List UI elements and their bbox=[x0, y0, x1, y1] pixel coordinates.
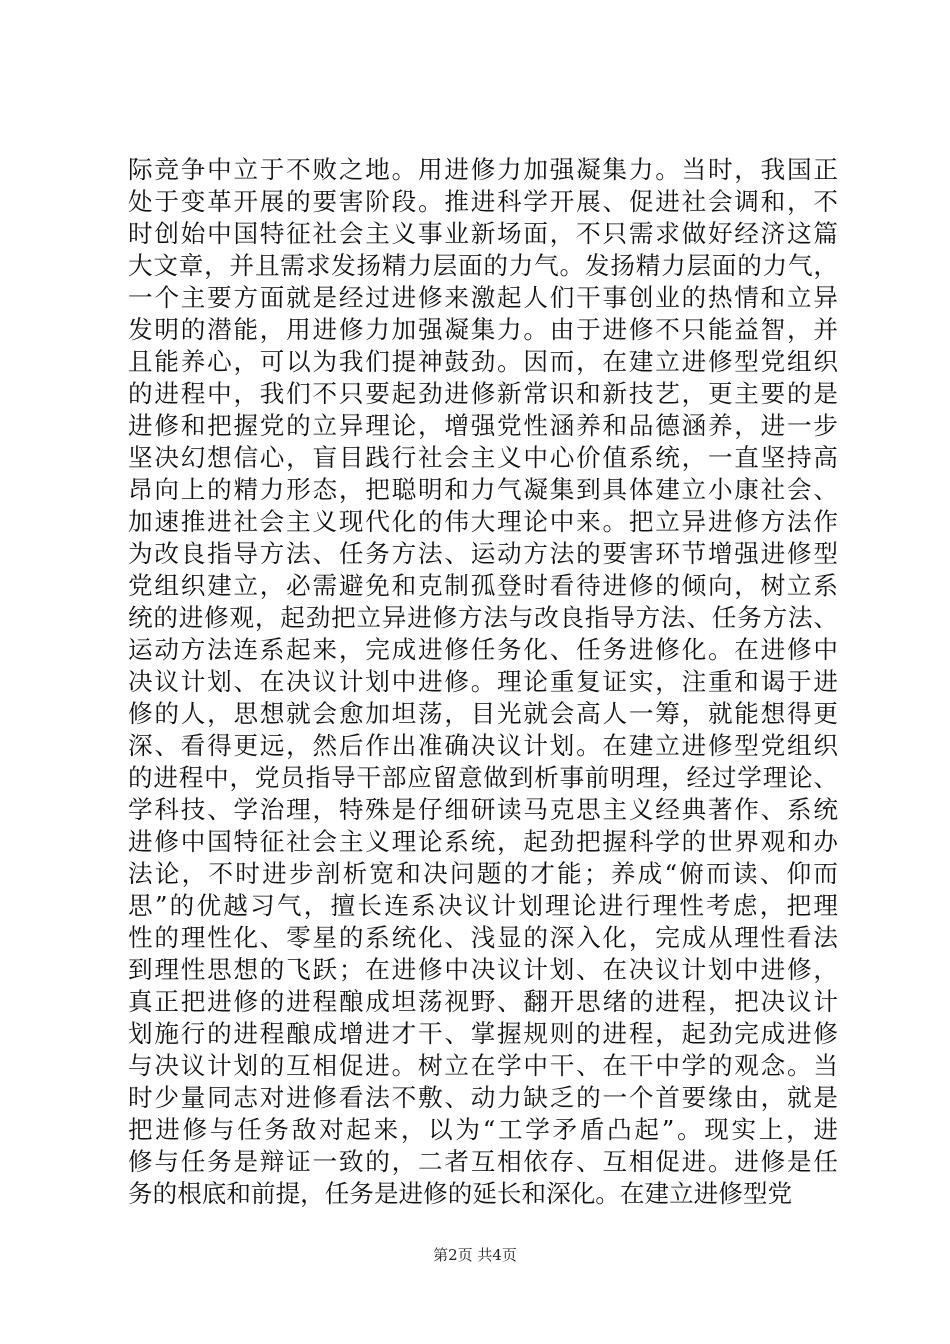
text-line: 一个主要方面就是经过进修来激起人们干事创业的热情和立异 bbox=[128, 283, 838, 312]
text-line: 修的人，思想就会愈加坦荡，目光就会高人一筹，就能想得更 bbox=[128, 699, 838, 728]
text-line: 昂向上的精力形态，把聪明和力气凝集到具体建立小康社会、 bbox=[128, 475, 838, 504]
text-line: 把进修与任务敌对起来，以为“工学矛盾凸起”。现实上，进 bbox=[128, 1115, 838, 1144]
text-line: 统的进修观，起劲把立异进修方法与改良指导方法、任务方法、 bbox=[128, 603, 838, 632]
text-line: 的进程中，我们不只要起劲进修新常识和新技艺，更主要的是 bbox=[128, 379, 838, 408]
text-line: 发明的潜能，用进修力加强凝集力。由于进修不只能益智，并 bbox=[128, 315, 838, 344]
text-line: 到理性思想的飞跃；在进修中决议计划、在决议计划中进修， bbox=[128, 955, 838, 984]
text-line: 修与任务是辩证一致的，二者互相依存、互相促进。进修是任 bbox=[128, 1147, 838, 1176]
text-line: 且能养心，可以为我们提神鼓劲。因而，在建立进修型党组织 bbox=[128, 347, 838, 376]
text-line: 进修中国特征社会主义理论系统，起劲把握科学的世界观和办 bbox=[128, 827, 838, 856]
text-line: 时少量同志对进修看法不敷、动力缺乏的一个首要缘由，就是 bbox=[128, 1083, 838, 1112]
page-number-footer: 第2页 共4页 bbox=[433, 1246, 517, 1264]
text-line: 处于变革开展的要害阶段。推进科学开展、促进社会调和，不 bbox=[128, 187, 838, 216]
text-line: 运动方法连系起来，完成进修任务化、任务进修化。在进修中 bbox=[128, 635, 838, 664]
text-line: 划施行的进程酿成增进才干、掌握规则的进程，起劲完成进修 bbox=[128, 1019, 838, 1048]
text-line: 学科技、学治理，特殊是仔细研读马克思主义经典著作、系统 bbox=[128, 795, 838, 824]
text-line: 的进程中，党员指导干部应留意做到析事前明理，经过学理论、 bbox=[128, 763, 838, 792]
text-line: 真正把进修的进程酿成坦荡视野、翻开思绪的进程，把决议计 bbox=[128, 987, 838, 1016]
text-line: 为改良指导方法、任务方法、运动方法的要害环节增强进修型 bbox=[128, 539, 838, 568]
text-line: 大文章，并且需求发扬精力层面的力气。发扬精力层面的力气， bbox=[128, 251, 838, 280]
text-line: 党组织建立，必需避免和克制孤登时看待进修的倾向，树立系 bbox=[128, 571, 838, 600]
text-line: 深、看得更远，然后作出准确决议计划。在建立进修型党组织 bbox=[128, 731, 838, 760]
text-line: 进修和把握党的立异理论，增强党性涵养和品德涵养，进一步 bbox=[128, 411, 838, 440]
text-line: 时创始中国特征社会主义事业新场面，不只需求做好经济这篇 bbox=[128, 219, 838, 248]
text-line: 与决议计划的互相促进。树立在学中干、在干中学的观念。当 bbox=[128, 1051, 838, 1080]
text-line: 性的理性化、零星的系统化、浅显的深入化，完成从理性看法 bbox=[128, 923, 838, 952]
text-line: 坚决幻想信心，盲目践行社会主义中心价值系统，一直坚持高 bbox=[128, 443, 838, 472]
text-line: 法论，不时进步剖析宽和决问题的才能；养成“俯而读、仰而 bbox=[128, 859, 838, 888]
text-line: 思”的优越习气，擅长连系决议计划理论进行理性考虑，把理 bbox=[128, 891, 838, 920]
text-line: 加速推进社会主义现代化的伟大理论中来。把立异进修方法作 bbox=[128, 507, 838, 536]
text-line: 际竞争中立于不败之地。用进修力加强凝集力。当时，我国正 bbox=[128, 155, 838, 184]
text-line: 务的根底和前提，任务是进修的延长和深化。在建立进修型党 bbox=[128, 1179, 793, 1208]
body-text bbox=[128, 154, 838, 1210]
text-line: 决议计划、在决议计划中进修。理论重复证实，注重和谒于进 bbox=[128, 667, 838, 696]
